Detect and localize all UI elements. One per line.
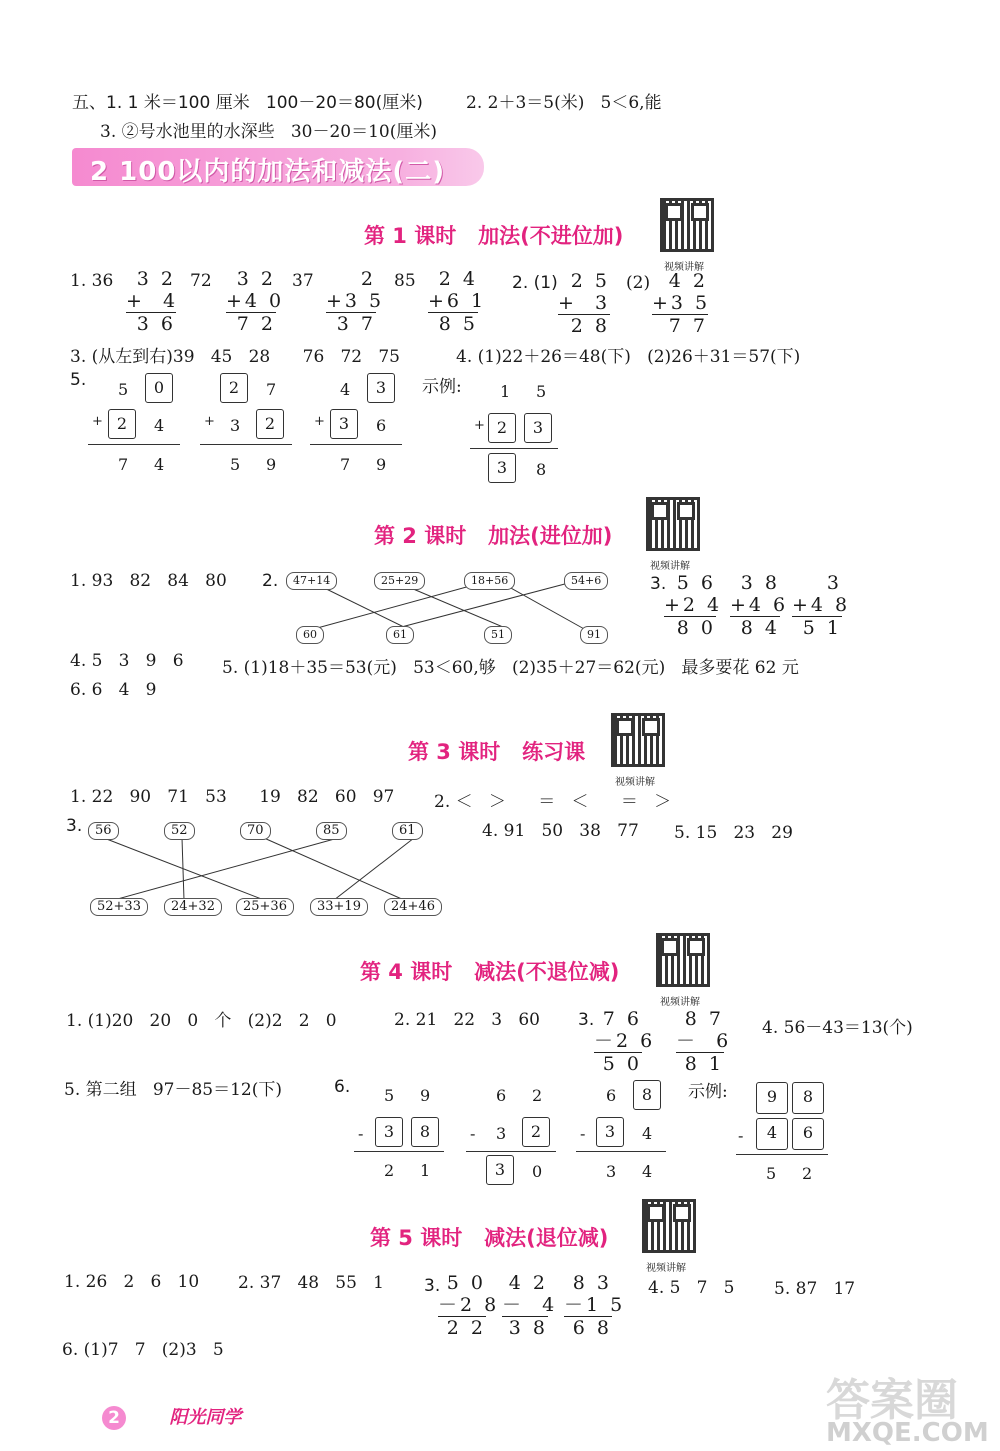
- l3-tag-bottom: 24+32: [164, 898, 222, 916]
- l5-calc1: 5 0 －2 8 2 2: [438, 1272, 500, 1339]
- lesson1-title: 第 1 课时 加法(不进位加): [364, 224, 624, 248]
- qr-code-icon[interactable]: [642, 1199, 696, 1253]
- l5-q5: 5. 87 17: [774, 1279, 856, 1299]
- l2-tag-top: 25+29: [374, 572, 425, 590]
- s5-line2: 3. ②号水池里的水深些 30－20＝10(厘米): [100, 122, 437, 142]
- l3-tag-top: 85: [316, 822, 347, 840]
- l3-tag-top: 56: [88, 822, 119, 840]
- l2-q3: 3.: [650, 574, 667, 594]
- page-number: 2: [102, 1406, 126, 1430]
- l1-q3: 3. (从左到右)39 45 28 76 72 75: [70, 347, 400, 367]
- l3-q3: 3.: [66, 816, 83, 836]
- l3-tag-top: 61: [392, 822, 423, 840]
- l3-tag-top: 70: [240, 822, 271, 840]
- lesson2-title: 第 2 课时 加法(进位加): [374, 524, 613, 548]
- watermark-url: MXQE.COM: [826, 1418, 989, 1448]
- l1-calc3: 2 +3 5 3 7: [326, 268, 385, 335]
- l2-q1: 1. 93 82 84 80: [70, 571, 227, 591]
- l2-tag-bottom: 61: [386, 626, 414, 644]
- l4-calc1: 7 6 －2 6 5 0: [594, 1008, 656, 1075]
- section-banner: 2 100以内的加法和减法(二): [72, 148, 484, 186]
- l4-q5: 5. 第二组 97－85＝12(下): [64, 1080, 282, 1100]
- l5-q2: 2. 37 48 55 1: [238, 1273, 384, 1293]
- l4-q3: 3.: [578, 1010, 595, 1030]
- l3-tag-bottom: 24+46: [384, 898, 442, 916]
- l4-example-label: 示例:: [688, 1082, 728, 1102]
- l4-q6: 6.: [334, 1077, 351, 1097]
- lesson4-title: 第 4 课时 减法(不退位减): [360, 960, 620, 984]
- l5-calc3: 8 3 －1 5 6 8: [564, 1272, 626, 1339]
- l2-calc1: 5 6 +2 4 8 0: [664, 572, 723, 639]
- l3-q2: 2. ＜ ＞ ＝ ＜ ＝ ＞: [434, 792, 672, 812]
- qr-caption: 视频讲解: [664, 262, 704, 273]
- l4-q1: 1. (1)20 20 0 个 (2)2 2 0: [66, 1011, 337, 1031]
- l2-tag-bottom: 51: [484, 626, 512, 644]
- l1-calc5: 2 5 + 3 2 8: [558, 270, 611, 337]
- l2-tag-bottom: 91: [580, 626, 608, 644]
- qr-code-icon[interactable]: [646, 497, 700, 551]
- l4-q2: 2. 21 22 3 60: [394, 1010, 540, 1030]
- l2-tag-bottom: 60: [296, 626, 324, 644]
- l2-q2: 2.: [262, 571, 279, 591]
- l5-q1: 1. 26 2 6 10: [64, 1272, 200, 1292]
- l1-q1: 1. 36: [70, 271, 114, 291]
- l5-q4: 4. 5 7 5: [648, 1278, 735, 1298]
- l1-calc1: 3 2 + 4 3 6: [126, 268, 179, 335]
- l3-tag-bottom: 52+33: [90, 898, 148, 916]
- l2-tag-top: 18+56: [464, 572, 515, 590]
- l3-q4: 4. 91 50 38 77: [482, 821, 639, 841]
- lesson3-title: 第 3 课时 练习课: [408, 740, 586, 764]
- l4-q4: 4. 56－43＝13(个): [762, 1018, 913, 1038]
- l3-tag-top: 52: [164, 822, 195, 840]
- qr-caption: 视频讲解: [615, 777, 655, 788]
- qr-caption: 视频讲解: [660, 997, 700, 1008]
- l2-q4: 4. 5 3 9 6: [70, 651, 184, 671]
- l2-tag-top: 54+6: [564, 572, 608, 590]
- l3-q1: 1. 22 90 71 53 19 82 60 97: [70, 787, 395, 807]
- l5-calc2: 4 2 － 4 3 8: [502, 1272, 558, 1339]
- l1-q1c: 37: [292, 271, 314, 291]
- s5-line1: 五、1. 1 米＝100 厘米 100－20＝80(厘米): [72, 93, 423, 113]
- l2-q5: 5. (1)18＋35＝53(元) 53＜60,够 (2)35＋27＝62(元) 最多要花 62 元: [222, 658, 799, 678]
- l5-q3: 3.: [424, 1276, 441, 1296]
- l4-calc2: 8 7 － 6 8 1: [676, 1008, 732, 1075]
- lesson5-title: 第 5 课时 减法(退位减): [370, 1226, 609, 1250]
- l1-calc6: 4 2 +3 5 7 7: [652, 270, 711, 337]
- l2-calc2: 3 8 +4 6 8 4: [730, 572, 789, 639]
- l1-q5: 5.: [70, 370, 87, 390]
- l3-tag-bottom: 25+36: [236, 898, 294, 916]
- s5-line1b: 2. 2＋3＝5(米) 5＜6,能: [466, 93, 662, 113]
- l2-calc3: 3 +4 8 5 1: [792, 572, 851, 639]
- qr-caption: 视频讲解: [650, 561, 690, 572]
- l5-q6: 6. (1)7 7 (2)3 5: [62, 1340, 224, 1360]
- l2-q6: 6. 6 4 9: [70, 680, 157, 700]
- l3-q5: 5. 15 23 29: [674, 823, 793, 843]
- l1-calc2: 3 2 +4 0 7 2: [226, 268, 285, 335]
- l1-q1b: 72: [190, 271, 212, 291]
- l3-tag-bottom: 33+19: [310, 898, 368, 916]
- l1-q2b: (2): [626, 273, 651, 293]
- l1-q1d: 85: [394, 271, 416, 291]
- l1-example-label: 示例:: [422, 377, 462, 397]
- watermark-logo: 答案圈: [826, 1375, 958, 1426]
- l2-tag-top: 47+14: [286, 572, 337, 590]
- page-footer: [78, 1403, 241, 1430]
- l1-q2: 2. (1): [512, 273, 558, 293]
- qr-code-icon[interactable]: [660, 198, 714, 252]
- l1-q4: 4. (1)22＋26＝48(下) (2)26＋31＝57(下): [456, 347, 801, 367]
- l1-calc4: 2 4 +6 1 8 5: [428, 268, 487, 335]
- qr-code-icon[interactable]: [611, 713, 665, 767]
- brand-logo: 阳光同学: [169, 1407, 242, 1428]
- qr-code-icon[interactable]: [656, 933, 710, 987]
- qr-caption: 视频讲解: [646, 1263, 686, 1274]
